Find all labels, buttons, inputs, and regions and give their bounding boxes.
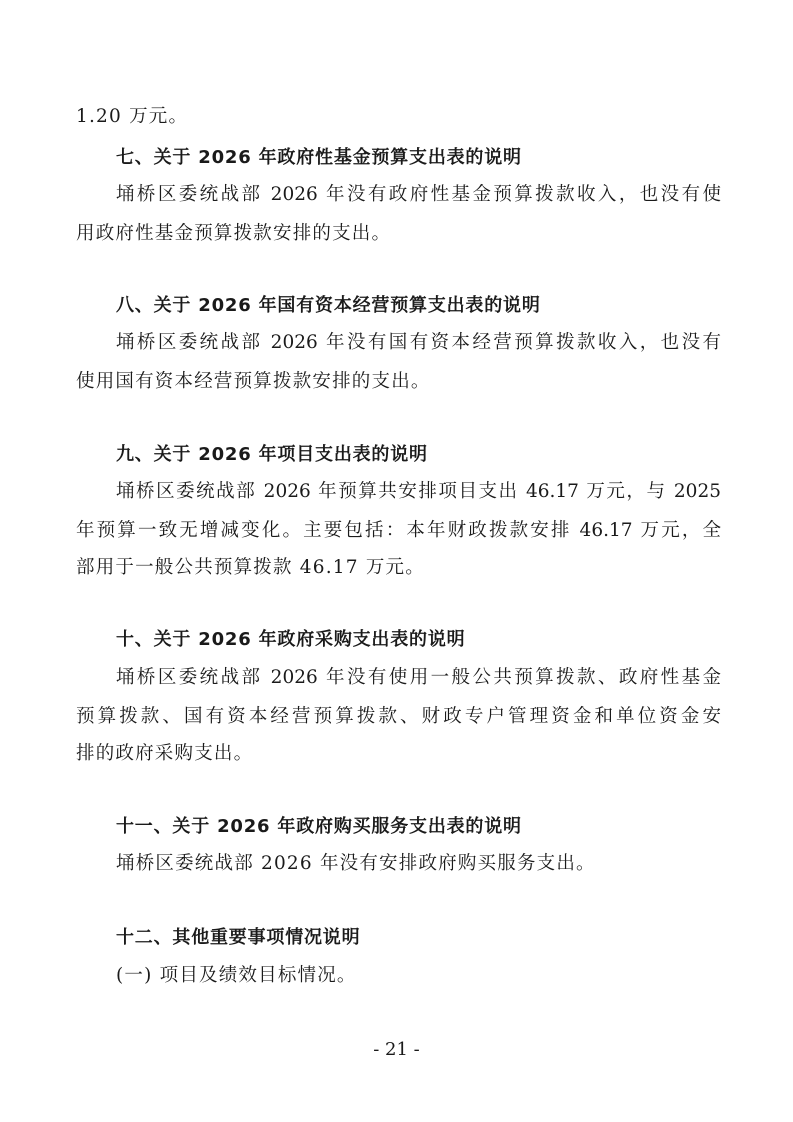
paragraph-line: 埇桥区委统战部 2026 年没有政府性基金预算拨款收入，也没有使 (116, 184, 721, 205)
paragraph-line: 排的政府采购支出。 (76, 743, 254, 764)
section-heading-8: 八、关于 2026 年国有资本经营预算支出表的说明 (116, 295, 541, 316)
paragraph-line: 埇桥区委统战部 2026 年预算共安排项目支出 46.17 万元，与 2025 (116, 481, 721, 502)
paragraph-line: 埇桥区委统战部 2026 年没有安排政府购买服务支出。 (116, 853, 596, 874)
page-number: - 21 - (373, 1039, 420, 1060)
section-heading-10: 十、关于 2026 年政府采购支出表的说明 (116, 629, 466, 650)
paragraph-line: 埇桥区委统战部 2026 年没有国有资本经营预算拨款收入，也没有 (116, 332, 721, 353)
paragraph-line: 用政府性基金预算拨款安排的支出。 (76, 223, 392, 244)
paragraph-line: 预算拨款、国有资本经营预算拨款、财政专户管理资金和单位资金安 (76, 706, 721, 727)
section-heading-7: 七、关于 2026 年政府性基金预算支出表的说明 (116, 147, 522, 168)
paragraph-line: 埇桥区委统战部 2026 年没有使用一般公共预算拨款、政府性基金 (116, 667, 721, 688)
paragraph-line: 年预算一致无增减变化。主要包括：本年财政拨款安排 46.17 万元，全 (76, 520, 721, 541)
paragraph-line: 部用于一般公共预算拨款 46.17 万元。 (76, 557, 425, 578)
section-heading-12: 十二、其他重要事项情况说明 (116, 927, 361, 948)
paragraph-line: 1.20 万元。 (76, 106, 189, 127)
paragraph-line: (一) 项目及绩效目标情况。 (116, 965, 357, 986)
section-heading-11: 十一、关于 2026 年政府购买服务支出表的说明 (116, 816, 522, 837)
section-heading-9: 九、关于 2026 年项目支出表的说明 (116, 444, 428, 465)
paragraph-line: 使用国有资本经营预算拨款安排的支出。 (76, 371, 431, 392)
